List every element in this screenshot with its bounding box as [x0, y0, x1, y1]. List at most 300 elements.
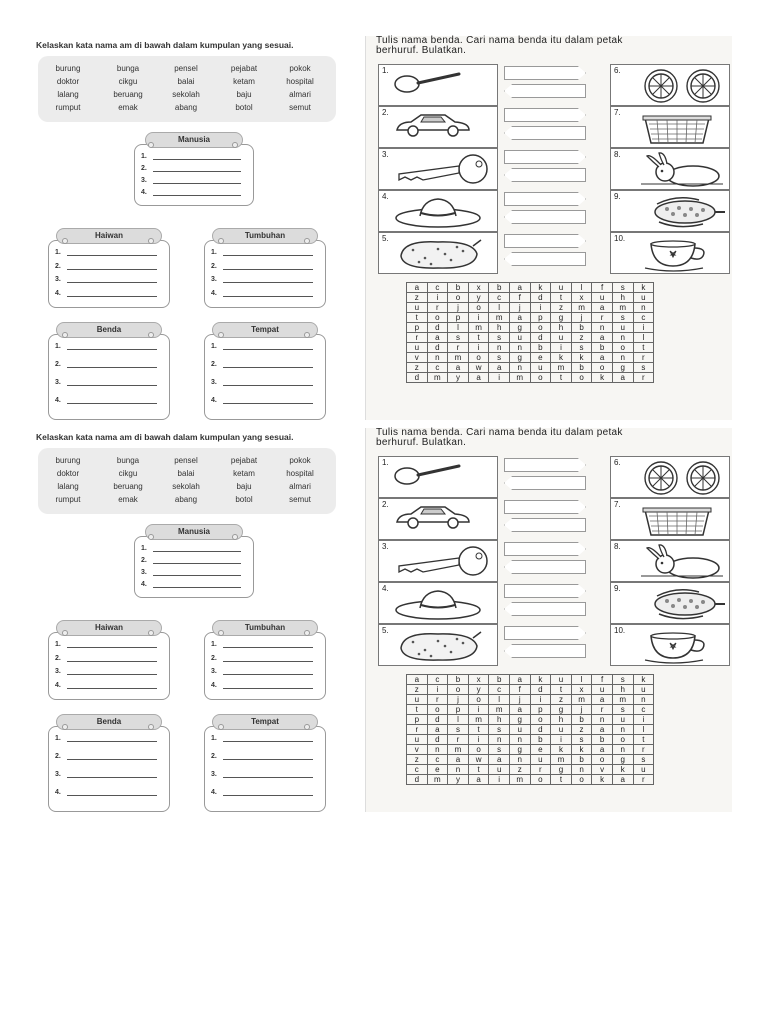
answer-line[interactable] — [211, 769, 313, 778]
grid-cell[interactable]: n — [489, 343, 510, 353]
grid-cell[interactable]: a — [592, 333, 613, 343]
grid-cell[interactable]: s — [489, 745, 510, 755]
grid-cell[interactable]: a — [468, 373, 489, 383]
grid-cell[interactable]: b — [448, 675, 469, 685]
grid-cell[interactable]: s — [448, 725, 469, 735]
grid-cell[interactable]: u — [551, 675, 572, 685]
grid-cell[interactable]: n — [571, 765, 592, 775]
grid-cell[interactable]: s — [571, 735, 592, 745]
grid-cell[interactable]: m — [551, 363, 572, 373]
grid-cell[interactable]: z — [407, 293, 428, 303]
answer-line[interactable] — [211, 395, 313, 404]
answer-arrow-box[interactable] — [504, 210, 586, 224]
grid-cell[interactable]: l — [633, 725, 654, 735]
grid-cell[interactable]: r — [592, 705, 613, 715]
grid-cell[interactable]: u — [407, 303, 428, 313]
answer-arrow-box[interactable] — [504, 66, 586, 80]
grid-cell[interactable]: g — [551, 313, 572, 323]
grid-cell[interactable]: n — [633, 303, 654, 313]
grid-cell[interactable]: v — [592, 765, 613, 775]
grid-cell[interactable]: z — [571, 333, 592, 343]
grid-cell[interactable]: s — [612, 705, 633, 715]
answer-blank[interactable] — [223, 769, 313, 778]
grid-cell[interactable]: n — [427, 353, 448, 363]
grid-cell[interactable]: i — [427, 685, 448, 695]
answer-blank[interactable] — [67, 288, 157, 297]
grid-cell[interactable]: i — [530, 695, 551, 705]
grid-cell[interactable]: g — [509, 323, 530, 333]
grid-cell[interactable]: r — [427, 303, 448, 313]
answer-line[interactable] — [55, 639, 157, 648]
answer-line[interactable] — [55, 288, 157, 297]
grid-cell[interactable]: b — [448, 283, 469, 293]
answer-line[interactable] — [55, 261, 157, 270]
grid-cell[interactable]: u — [407, 695, 428, 705]
answer-arrow-box[interactable] — [504, 626, 586, 640]
grid-cell[interactable]: h — [612, 293, 633, 303]
grid-cell[interactable]: r — [427, 695, 448, 705]
grid-cell[interactable]: o — [468, 695, 489, 705]
grid-cell[interactable]: i — [468, 705, 489, 715]
grid-cell[interactable]: a — [592, 695, 613, 705]
answer-blank[interactable] — [223, 274, 313, 283]
answer-blank[interactable] — [223, 395, 313, 404]
grid-cell[interactable]: d — [407, 775, 428, 785]
grid-cell[interactable]: n — [509, 363, 530, 373]
grid-cell[interactable]: o — [427, 705, 448, 715]
answer-blank[interactable] — [67, 359, 157, 368]
grid-cell[interactable]: n — [509, 735, 530, 745]
grid-cell[interactable]: a — [509, 283, 530, 293]
answer-line[interactable] — [211, 653, 313, 662]
answer-arrow-box[interactable] — [504, 168, 586, 182]
answer-blank[interactable] — [223, 653, 313, 662]
answer-blank[interactable] — [67, 653, 157, 662]
grid-cell[interactable]: g — [612, 363, 633, 373]
answer-line[interactable] — [55, 733, 157, 742]
grid-cell[interactable]: c — [427, 363, 448, 373]
answer-blank[interactable] — [223, 288, 313, 297]
answer-arrow-box[interactable] — [504, 108, 586, 122]
answer-blank[interactable] — [223, 247, 313, 256]
grid-cell[interactable]: r — [448, 343, 469, 353]
answer-line[interactable] — [141, 163, 241, 172]
grid-cell[interactable]: a — [509, 675, 530, 685]
answer-blank[interactable] — [67, 341, 157, 350]
grid-cell[interactable]: a — [592, 725, 613, 735]
answer-blank[interactable] — [223, 341, 313, 350]
grid-cell[interactable]: l — [489, 695, 510, 705]
answer-line[interactable] — [55, 377, 157, 386]
answer-line[interactable] — [55, 666, 157, 675]
answer-arrow-box[interactable] — [504, 126, 586, 140]
grid-cell[interactable]: s — [489, 333, 510, 343]
grid-cell[interactable]: u — [612, 323, 633, 333]
answer-blank[interactable] — [223, 359, 313, 368]
grid-cell[interactable]: o — [571, 373, 592, 383]
answer-line[interactable] — [141, 151, 241, 160]
answer-line[interactable] — [55, 341, 157, 350]
grid-cell[interactable]: a — [448, 755, 469, 765]
answer-arrow-box[interactable] — [504, 644, 586, 658]
grid-cell[interactable]: r — [633, 745, 654, 755]
grid-cell[interactable]: l — [571, 675, 592, 685]
grid-cell[interactable]: t — [551, 373, 572, 383]
grid-cell[interactable]: a — [489, 755, 510, 765]
grid-cell[interactable]: s — [612, 313, 633, 323]
grid-cell[interactable]: e — [530, 745, 551, 755]
grid-cell[interactable]: m — [551, 755, 572, 765]
answer-line[interactable] — [211, 680, 313, 689]
grid-cell[interactable]: c — [633, 313, 654, 323]
answer-line[interactable] — [55, 653, 157, 662]
grid-cell[interactable]: e — [427, 765, 448, 775]
grid-cell[interactable]: a — [592, 303, 613, 313]
grid-cell[interactable]: p — [448, 705, 469, 715]
grid-cell[interactable]: b — [571, 363, 592, 373]
grid-cell[interactable]: a — [407, 675, 428, 685]
grid-cell[interactable]: o — [592, 363, 613, 373]
grid-cell[interactable]: b — [571, 755, 592, 765]
answer-line[interactable] — [211, 341, 313, 350]
grid-cell[interactable]: u — [489, 765, 510, 775]
answer-line[interactable] — [141, 579, 241, 588]
grid-cell[interactable]: a — [509, 705, 530, 715]
grid-cell[interactable]: n — [592, 715, 613, 725]
grid-cell[interactable]: z — [551, 303, 572, 313]
grid-cell[interactable]: i — [530, 303, 551, 313]
grid-cell[interactable]: g — [612, 755, 633, 765]
grid-cell[interactable]: i — [489, 775, 510, 785]
answer-blank[interactable] — [223, 787, 313, 796]
answer-blank[interactable] — [67, 395, 157, 404]
grid-cell[interactable]: o — [612, 343, 633, 353]
grid-cell[interactable]: o — [592, 755, 613, 765]
grid-cell[interactable]: k — [592, 775, 613, 785]
grid-cell[interactable]: m — [468, 715, 489, 725]
answer-line[interactable] — [141, 543, 241, 552]
grid-cell[interactable]: d — [530, 333, 551, 343]
answer-blank[interactable] — [223, 751, 313, 760]
grid-cell[interactable]: x — [468, 675, 489, 685]
grid-cell[interactable]: m — [571, 695, 592, 705]
answer-arrow-box[interactable] — [504, 542, 586, 556]
answer-blank[interactable] — [153, 543, 241, 552]
grid-cell[interactable]: o — [530, 715, 551, 725]
grid-cell[interactable]: o — [468, 745, 489, 755]
answer-blank[interactable] — [223, 377, 313, 386]
grid-cell[interactable]: k — [633, 283, 654, 293]
answer-blank[interactable] — [153, 187, 241, 196]
grid-cell[interactable]: n — [612, 725, 633, 735]
grid-cell[interactable]: a — [427, 333, 448, 343]
grid-cell[interactable]: m — [509, 373, 530, 383]
grid-cell[interactable]: o — [468, 353, 489, 363]
grid-cell[interactable]: i — [468, 313, 489, 323]
grid-cell[interactable]: r — [407, 333, 428, 343]
answer-blank[interactable] — [223, 639, 313, 648]
answer-line[interactable] — [211, 274, 313, 283]
grid-cell[interactable]: r — [633, 373, 654, 383]
answer-line[interactable] — [211, 733, 313, 742]
grid-cell[interactable]: z — [571, 725, 592, 735]
grid-cell[interactable]: e — [530, 353, 551, 363]
grid-cell[interactable]: j — [448, 303, 469, 313]
answer-line[interactable] — [55, 751, 157, 760]
grid-cell[interactable]: t — [633, 735, 654, 745]
grid-cell[interactable]: y — [448, 775, 469, 785]
grid-cell[interactable]: a — [592, 745, 613, 755]
grid-cell[interactable]: o — [612, 735, 633, 745]
grid-cell[interactable]: k — [612, 765, 633, 775]
grid-cell[interactable]: p — [407, 323, 428, 333]
grid-cell[interactable]: i — [633, 323, 654, 333]
grid-cell[interactable]: s — [633, 363, 654, 373]
grid-cell[interactable]: u — [530, 363, 551, 373]
answer-arrow-box[interactable] — [504, 602, 586, 616]
grid-cell[interactable]: c — [427, 755, 448, 765]
grid-cell[interactable]: a — [448, 363, 469, 373]
grid-cell[interactable]: x — [468, 283, 489, 293]
grid-cell[interactable]: l — [448, 715, 469, 725]
grid-cell[interactable]: j — [509, 695, 530, 705]
grid-cell[interactable]: d — [427, 735, 448, 745]
grid-cell[interactable]: b — [571, 715, 592, 725]
grid-cell[interactable]: r — [592, 313, 613, 323]
grid-cell[interactable]: t — [468, 333, 489, 343]
grid-cell[interactable]: u — [407, 735, 428, 745]
grid-cell[interactable]: t — [551, 685, 572, 695]
grid-cell[interactable]: g — [509, 715, 530, 725]
grid-cell[interactable]: a — [509, 313, 530, 323]
answer-line[interactable] — [211, 359, 313, 368]
grid-cell[interactable]: k — [530, 675, 551, 685]
grid-cell[interactable]: f — [509, 685, 530, 695]
grid-cell[interactable]: j — [448, 695, 469, 705]
answer-arrow-box[interactable] — [504, 234, 586, 248]
grid-cell[interactable]: u — [633, 293, 654, 303]
answer-blank[interactable] — [153, 567, 241, 576]
answer-blank[interactable] — [67, 247, 157, 256]
answer-blank[interactable] — [223, 666, 313, 675]
answer-line[interactable] — [55, 359, 157, 368]
grid-cell[interactable]: d — [530, 293, 551, 303]
answer-line[interactable] — [211, 639, 313, 648]
grid-cell[interactable]: u — [551, 725, 572, 735]
grid-cell[interactable]: w — [468, 755, 489, 765]
grid-cell[interactable]: p — [407, 715, 428, 725]
answer-arrow-box[interactable] — [504, 500, 586, 514]
grid-cell[interactable]: m — [489, 705, 510, 715]
grid-cell[interactable]: o — [530, 323, 551, 333]
grid-cell[interactable]: l — [633, 333, 654, 343]
grid-cell[interactable]: s — [633, 755, 654, 765]
grid-cell[interactable]: n — [489, 735, 510, 745]
grid-cell[interactable]: r — [633, 353, 654, 363]
grid-cell[interactable]: g — [551, 705, 572, 715]
answer-blank[interactable] — [67, 274, 157, 283]
grid-cell[interactable]: y — [468, 685, 489, 695]
grid-cell[interactable]: a — [612, 775, 633, 785]
grid-cell[interactable]: j — [571, 705, 592, 715]
grid-cell[interactable]: c — [633, 705, 654, 715]
grid-cell[interactable]: n — [612, 333, 633, 343]
grid-cell[interactable]: g — [551, 765, 572, 775]
grid-cell[interactable]: n — [509, 343, 530, 353]
answer-blank[interactable] — [153, 163, 241, 172]
grid-cell[interactable]: m — [509, 775, 530, 785]
answer-blank[interactable] — [67, 377, 157, 386]
grid-cell[interactable]: z — [407, 363, 428, 373]
grid-cell[interactable]: d — [530, 725, 551, 735]
answer-blank[interactable] — [67, 769, 157, 778]
grid-cell[interactable]: n — [612, 353, 633, 363]
grid-cell[interactable]: v — [407, 745, 428, 755]
answer-line[interactable] — [55, 787, 157, 796]
grid-cell[interactable]: k — [592, 373, 613, 383]
grid-cell[interactable]: b — [592, 735, 613, 745]
grid-cell[interactable]: m — [489, 313, 510, 323]
answer-arrow-box[interactable] — [504, 252, 586, 266]
grid-cell[interactable]: d — [407, 373, 428, 383]
grid-cell[interactable]: i — [551, 735, 572, 745]
grid-cell[interactable]: w — [468, 363, 489, 373]
grid-cell[interactable]: b — [489, 283, 510, 293]
grid-cell[interactable]: f — [592, 283, 613, 293]
grid-cell[interactable]: u — [551, 283, 572, 293]
answer-blank[interactable] — [153, 175, 241, 184]
answer-line[interactable] — [141, 567, 241, 576]
grid-cell[interactable]: a — [592, 353, 613, 363]
grid-cell[interactable]: i — [489, 373, 510, 383]
grid-cell[interactable]: b — [592, 343, 613, 353]
grid-cell[interactable]: n — [427, 745, 448, 755]
grid-cell[interactable]: n — [633, 695, 654, 705]
grid-cell[interactable]: m — [448, 745, 469, 755]
answer-line[interactable] — [55, 680, 157, 689]
grid-cell[interactable]: k — [571, 353, 592, 363]
grid-cell[interactable]: z — [407, 755, 428, 765]
grid-cell[interactable]: h — [489, 715, 510, 725]
answer-arrow-box[interactable] — [504, 458, 586, 472]
answer-line[interactable] — [55, 274, 157, 283]
answer-arrow-box[interactable] — [504, 192, 586, 206]
grid-cell[interactable]: o — [448, 293, 469, 303]
grid-cell[interactable]: m — [612, 695, 633, 705]
grid-cell[interactable]: r — [530, 765, 551, 775]
grid-cell[interactable]: n — [592, 323, 613, 333]
grid-cell[interactable]: i — [427, 293, 448, 303]
grid-cell[interactable]: j — [509, 303, 530, 313]
answer-blank[interactable] — [67, 787, 157, 796]
grid-cell[interactable]: y — [448, 373, 469, 383]
grid-cell[interactable]: s — [489, 725, 510, 735]
answer-line[interactable] — [211, 288, 313, 297]
grid-cell[interactable]: l — [571, 283, 592, 293]
grid-cell[interactable]: i — [551, 343, 572, 353]
answer-line[interactable] — [141, 187, 241, 196]
grid-cell[interactable]: c — [489, 685, 510, 695]
grid-cell[interactable]: d — [427, 715, 448, 725]
grid-cell[interactable]: o — [530, 775, 551, 785]
answer-blank[interactable] — [67, 680, 157, 689]
grid-cell[interactable]: v — [407, 353, 428, 363]
grid-cell[interactable]: s — [612, 675, 633, 685]
grid-cell[interactable]: k — [633, 675, 654, 685]
grid-cell[interactable]: c — [489, 293, 510, 303]
grid-cell[interactable]: f — [592, 675, 613, 685]
grid-cell[interactable]: x — [571, 685, 592, 695]
answer-blank[interactable] — [153, 579, 241, 588]
grid-cell[interactable]: o — [427, 313, 448, 323]
grid-cell[interactable]: m — [427, 775, 448, 785]
grid-cell[interactable]: a — [427, 725, 448, 735]
grid-cell[interactable]: k — [551, 745, 572, 755]
answer-arrow-box[interactable] — [504, 476, 586, 490]
grid-cell[interactable]: a — [468, 775, 489, 785]
grid-cell[interactable]: s — [612, 283, 633, 293]
answer-line[interactable] — [211, 666, 313, 675]
grid-cell[interactable]: m — [571, 303, 592, 313]
answer-blank[interactable] — [67, 639, 157, 648]
answer-line[interactable] — [211, 247, 313, 256]
answer-blank[interactable] — [67, 751, 157, 760]
answer-blank[interactable] — [153, 151, 241, 160]
grid-cell[interactable]: t — [468, 765, 489, 775]
answer-line[interactable] — [55, 395, 157, 404]
answer-arrow-box[interactable] — [504, 84, 586, 98]
grid-cell[interactable]: g — [509, 353, 530, 363]
grid-cell[interactable]: u — [509, 333, 530, 343]
grid-cell[interactable]: u — [592, 685, 613, 695]
grid-cell[interactable]: i — [468, 735, 489, 745]
grid-cell[interactable]: f — [509, 293, 530, 303]
grid-cell[interactable]: t — [551, 293, 572, 303]
grid-cell[interactable]: k — [571, 745, 592, 755]
grid-cell[interactable]: k — [530, 283, 551, 293]
grid-cell[interactable]: j — [571, 313, 592, 323]
grid-cell[interactable]: u — [633, 685, 654, 695]
grid-cell[interactable]: m — [448, 353, 469, 363]
grid-cell[interactable]: h — [612, 685, 633, 695]
grid-cell[interactable]: k — [551, 353, 572, 363]
grid-cell[interactable]: l — [489, 303, 510, 313]
grid-cell[interactable]: a — [489, 363, 510, 373]
grid-cell[interactable]: h — [551, 323, 572, 333]
answer-arrow-box[interactable] — [504, 150, 586, 164]
grid-cell[interactable]: r — [407, 725, 428, 735]
grid-cell[interactable]: m — [427, 373, 448, 383]
grid-cell[interactable]: u — [407, 343, 428, 353]
grid-cell[interactable]: z — [509, 765, 530, 775]
grid-cell[interactable]: d — [530, 685, 551, 695]
grid-cell[interactable]: u — [530, 755, 551, 765]
answer-blank[interactable] — [223, 261, 313, 270]
answer-blank[interactable] — [223, 733, 313, 742]
grid-cell[interactable]: r — [448, 735, 469, 745]
grid-cell[interactable]: u — [633, 765, 654, 775]
grid-cell[interactable]: d — [427, 343, 448, 353]
answer-arrow-box[interactable] — [504, 518, 586, 532]
grid-cell[interactable]: u — [509, 725, 530, 735]
grid-cell[interactable]: o — [468, 303, 489, 313]
grid-cell[interactable]: i — [468, 343, 489, 353]
grid-cell[interactable]: n — [448, 765, 469, 775]
answer-line[interactable] — [211, 787, 313, 796]
grid-cell[interactable]: z — [407, 685, 428, 695]
grid-cell[interactable]: b — [489, 675, 510, 685]
grid-cell[interactable]: r — [633, 775, 654, 785]
